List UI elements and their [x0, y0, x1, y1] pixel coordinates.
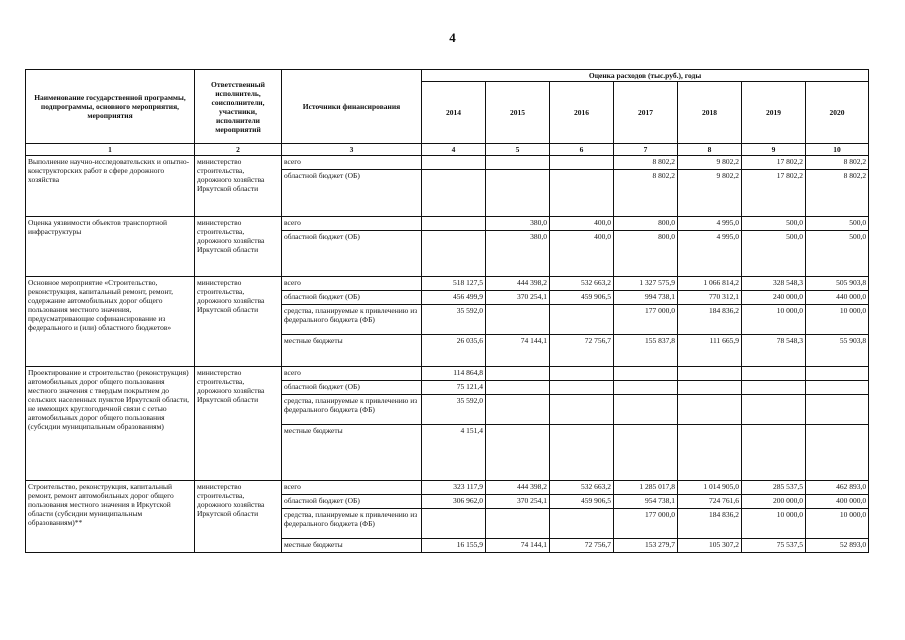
- expense-value: 1 285 017,8: [614, 481, 678, 495]
- table-row: [26, 367, 869, 381]
- page-number: 4: [449, 30, 456, 45]
- expense-value: [806, 381, 869, 395]
- funding-source: всего: [282, 217, 422, 231]
- funding-source: всего: [282, 156, 422, 170]
- expense-value: [422, 156, 486, 170]
- header-responsible: Ответственный исполнитель, соисполнители, участники, исполнители мероприятий: [195, 70, 282, 144]
- funding-source: средства, планируемые к привлечению из федерального бюджета (ФБ): [282, 305, 422, 335]
- expense-value: 800,0: [614, 217, 678, 231]
- expense-value: 10 000,0: [742, 305, 806, 335]
- expense-value: 462 893,0: [806, 481, 869, 495]
- expense-value: 17 802,2: [742, 170, 806, 217]
- expense-value: 74 144,1: [486, 335, 550, 367]
- responsible-executor: министерство строительства, дорожного хозяйства Иркутской области: [195, 277, 282, 367]
- column-index: 2: [195, 144, 282, 156]
- expense-value: [806, 367, 869, 381]
- table-header: [26, 70, 869, 156]
- table-body: [26, 156, 869, 553]
- expense-value: 954 738,1: [614, 495, 678, 509]
- responsible-executor: министерство строительства, дорожного хозяйства Иркутской области: [195, 367, 282, 481]
- expense-value: 456 499,9: [422, 291, 486, 305]
- expense-value: 200 000,0: [742, 495, 806, 509]
- expense-value: [806, 425, 869, 481]
- expense-value: 994 738,1: [614, 291, 678, 305]
- funding-source: областной бюджет (ОБ): [282, 170, 422, 217]
- expense-value: [422, 217, 486, 231]
- expense-value: 55 903,8: [806, 335, 869, 367]
- expense-value: [486, 425, 550, 481]
- expense-value: 17 802,2: [742, 156, 806, 170]
- header-estimate: Оценка расходов (тыс.руб.), годы: [422, 70, 869, 82]
- column-index: 4: [422, 144, 486, 156]
- measure-name: Оценка уязвимости объектов транспортной инфраструктуры: [26, 217, 195, 277]
- expense-value: 153 279,7: [614, 539, 678, 553]
- expense-value: 35 592,0: [422, 305, 486, 335]
- funding-source: всего: [282, 481, 422, 495]
- expense-value: 4 995,0: [678, 231, 742, 277]
- measure-name: Выполнение научно-исследовательских и опытно-конструкторских работ в сфере дорожного хозяйства: [26, 156, 195, 217]
- expense-value: 380,0: [486, 217, 550, 231]
- column-index: 8: [678, 144, 742, 156]
- expense-value: 440 000,0: [806, 291, 869, 305]
- expense-value: 500,0: [806, 217, 869, 231]
- expense-value: 177 000,0: [614, 305, 678, 335]
- expense-value: 770 312,1: [678, 291, 742, 305]
- expense-value: 500,0: [742, 231, 806, 277]
- expense-value: 240 000,0: [742, 291, 806, 305]
- header-year: 2015: [486, 82, 550, 144]
- expense-value: [422, 231, 486, 277]
- expense-value: 370 254,1: [486, 291, 550, 305]
- expense-value: 9 802,2: [678, 170, 742, 217]
- expense-value: 75 121,4: [422, 381, 486, 395]
- funding-source: всего: [282, 367, 422, 381]
- expense-value: 532 663,2: [550, 277, 614, 291]
- expense-value: [550, 509, 614, 539]
- expense-value: [614, 395, 678, 425]
- expense-value: [678, 425, 742, 481]
- expense-value: 8 802,2: [806, 170, 869, 217]
- expense-value: [678, 395, 742, 425]
- expense-value: 370 254,1: [486, 495, 550, 509]
- funding-source: областной бюджет (ОБ): [282, 231, 422, 277]
- funding-source: местные бюджеты: [282, 425, 422, 481]
- expense-value: [614, 425, 678, 481]
- expense-value: 184 836,2: [678, 509, 742, 539]
- funding-source: всего: [282, 277, 422, 291]
- expense-value: 306 962,0: [422, 495, 486, 509]
- expense-value: [486, 381, 550, 395]
- expense-value: [486, 170, 550, 217]
- expense-value: [550, 156, 614, 170]
- expense-value: 52 893,0: [806, 539, 869, 553]
- expense-value: [742, 425, 806, 481]
- expense-value: 78 548,3: [742, 335, 806, 367]
- expense-value: 380,0: [486, 231, 550, 277]
- expense-value: 74 144,1: [486, 539, 550, 553]
- expense-value: [486, 367, 550, 381]
- funding-source: местные бюджеты: [282, 335, 422, 367]
- expense-value: [742, 395, 806, 425]
- expense-value: [550, 305, 614, 335]
- expense-value: 505 903,8: [806, 277, 869, 291]
- funding-source: областной бюджет (ОБ): [282, 381, 422, 395]
- expense-value: [550, 170, 614, 217]
- expense-value: [742, 367, 806, 381]
- expense-value: 4 995,0: [678, 217, 742, 231]
- header-year: 2019: [742, 82, 806, 144]
- expense-value: 518 127,5: [422, 277, 486, 291]
- expense-value: 4 151,4: [422, 425, 486, 481]
- expense-value: [486, 395, 550, 425]
- column-index: 6: [550, 144, 614, 156]
- responsible-executor: министерство строительства, дорожного хозяйства Иркутской области: [195, 156, 282, 217]
- index-row: [26, 144, 869, 156]
- table-row: [26, 217, 869, 231]
- expense-value: 400 000,0: [806, 495, 869, 509]
- expense-value: 10 000,0: [806, 305, 869, 335]
- expense-value: 10 000,0: [806, 509, 869, 539]
- header-year: 2017: [614, 82, 678, 144]
- expense-value: 111 665,9: [678, 335, 742, 367]
- expense-value: 459 906,5: [550, 495, 614, 509]
- funding-source: областной бюджет (ОБ): [282, 291, 422, 305]
- expense-value: 444 398,2: [486, 481, 550, 495]
- expense-value: 323 117,9: [422, 481, 486, 495]
- expense-value: 1 327 575,9: [614, 277, 678, 291]
- expense-value: 500,0: [742, 217, 806, 231]
- expense-value: 500,0: [806, 231, 869, 277]
- header-year: 2020: [806, 82, 869, 144]
- expense-value: 328 548,3: [742, 277, 806, 291]
- budget-table: [25, 69, 869, 553]
- column-index: 5: [486, 144, 550, 156]
- column-index: 3: [282, 144, 422, 156]
- expense-value: 1 066 814,2: [678, 277, 742, 291]
- header-name: Наименование государственной программы, подпрограммы, основного мероприятия, мероприятия: [26, 70, 195, 144]
- expense-value: [550, 395, 614, 425]
- measure-name: Проектирование и строительство (реконструкция) автомобильных дорог общего пользования местного значения с твердым покрытием до сельских населенных пунктов Иркутской области, не имеющих круглогодичной связи с сетью автомобильных дорог общего пользования (субсидии муниципальным образованиям): [26, 367, 195, 481]
- table-row: [26, 481, 869, 495]
- funding-source: средства, планируемые к привлечению из федерального бюджета (ФБ): [282, 395, 422, 425]
- expense-value: [486, 509, 550, 539]
- expense-value: [486, 305, 550, 335]
- funding-source: средства, планируемые к привлечению из федерального бюджета (ФБ): [282, 509, 422, 539]
- expense-value: 114 864,8: [422, 367, 486, 381]
- expense-value: 72 756,7: [550, 539, 614, 553]
- header-year: 2014: [422, 82, 486, 144]
- header-year: 2016: [550, 82, 614, 144]
- expense-value: [614, 381, 678, 395]
- expense-value: [486, 156, 550, 170]
- expense-value: [742, 381, 806, 395]
- expense-value: 444 398,2: [486, 277, 550, 291]
- expense-value: 155 837,8: [614, 335, 678, 367]
- funding-source: местные бюджеты: [282, 539, 422, 553]
- expense-value: 184 836,2: [678, 305, 742, 335]
- expense-value: 285 537,5: [742, 481, 806, 495]
- expense-value: 400,0: [550, 217, 614, 231]
- expense-value: 177 000,0: [614, 509, 678, 539]
- responsible-executor: министерство строительства, дорожного хозяйства Иркутской области: [195, 481, 282, 553]
- expense-value: 1 014 905,0: [678, 481, 742, 495]
- column-index: 1: [26, 144, 195, 156]
- expense-value: [550, 425, 614, 481]
- expense-value: 16 155,9: [422, 539, 486, 553]
- expense-value: [422, 509, 486, 539]
- expense-value: 9 802,2: [678, 156, 742, 170]
- expense-value: [550, 367, 614, 381]
- responsible-executor: министерство строительства, дорожного хозяйства Иркутской области: [195, 217, 282, 277]
- funding-source: областной бюджет (ОБ): [282, 495, 422, 509]
- expense-value: 105 307,2: [678, 539, 742, 553]
- measure-name: Строительство, реконструкция, капитальный ремонт, ремонт автомобильных дорог общего пользования местного значения в Иркутской области (субсидии муниципальным образованиям)**: [26, 481, 195, 553]
- expense-value: 72 756,7: [550, 335, 614, 367]
- expense-value: 75 537,5: [742, 539, 806, 553]
- expense-value: 8 802,2: [614, 156, 678, 170]
- expense-value: [806, 395, 869, 425]
- expense-value: [678, 367, 742, 381]
- table-row: [26, 156, 869, 170]
- expense-value: 35 592,0: [422, 395, 486, 425]
- expense-value: 8 802,2: [614, 170, 678, 217]
- measure-name: Основное мероприятие «Строительство, реконструкция, капитальный ремонт, ремонт, содержание автомобильных дорог общего пользования местного значения, предусматривающие софинансирование из федерального и (или) областного бюджетов»: [26, 277, 195, 367]
- header-sources: Источники финансирования: [282, 70, 422, 144]
- expense-value: 10 000,0: [742, 509, 806, 539]
- column-index: 7: [614, 144, 678, 156]
- expense-value: 26 035,6: [422, 335, 486, 367]
- expense-value: 8 802,2: [806, 156, 869, 170]
- expense-value: 400,0: [550, 231, 614, 277]
- column-index: 10: [806, 144, 869, 156]
- expense-value: 459 906,5: [550, 291, 614, 305]
- expense-value: 800,0: [614, 231, 678, 277]
- expense-value: 532 663,2: [550, 481, 614, 495]
- expense-value: [422, 170, 486, 217]
- expense-value: [550, 381, 614, 395]
- expense-value: 724 761,6: [678, 495, 742, 509]
- expense-value: [614, 367, 678, 381]
- table-row: [26, 277, 869, 291]
- header-year: 2018: [678, 82, 742, 144]
- expense-value: [678, 381, 742, 395]
- column-index: 9: [742, 144, 806, 156]
